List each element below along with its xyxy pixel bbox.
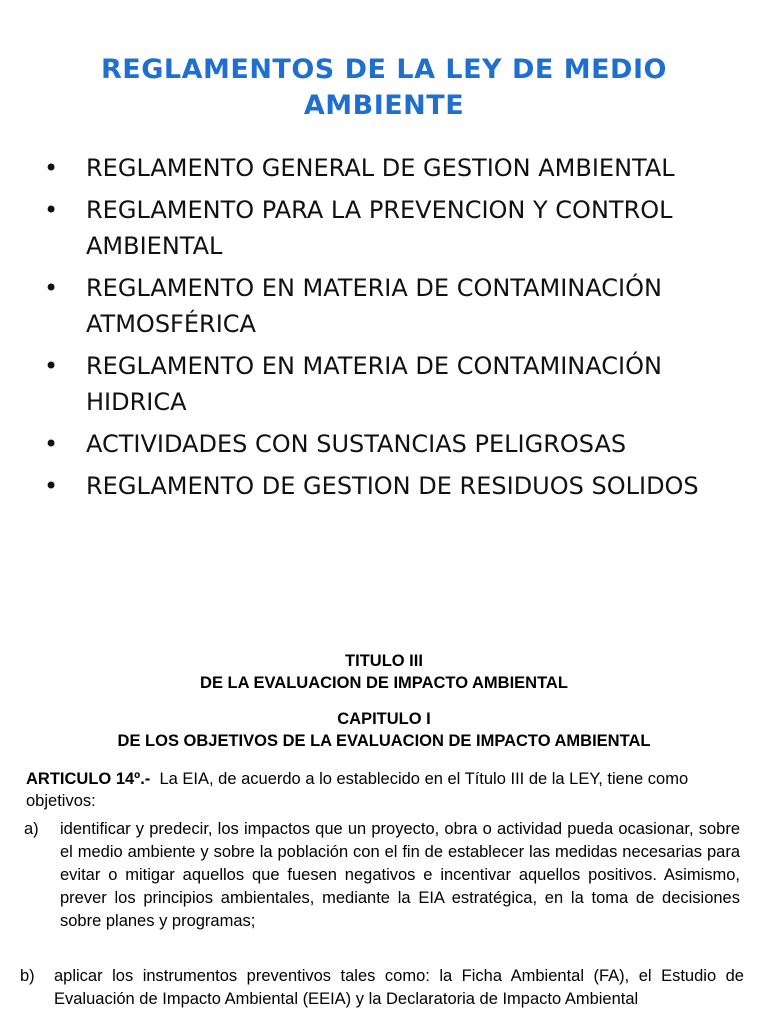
bullet-item (44, 468, 744, 504)
article-label: ARTICULO 14º.- (26, 770, 151, 788)
bullet-dot-icon: • (44, 274, 59, 302)
capitulo-subtitle: DE LOS OBJETIVOS DE LA EVALUACION DE IMPACTO AMBIENTAL (117, 732, 651, 750)
capitulo-heading: CAPITULO I (337, 710, 431, 728)
bullet-text: REGLAMENTO EN MATERIA DE CONTAMINACIÓN HIDRICA (86, 352, 662, 416)
bullet-item (44, 150, 744, 186)
bullet-text: REGLAMENTO EN MATERIA DE CONTAMINACIÓN ATMOSFÉRICA (86, 274, 662, 338)
bullet-text: ACTIVIDADES CON SUSTANCIAS PELIGROSAS (86, 430, 627, 458)
bullet-dot-icon: • (44, 352, 59, 380)
bullet-text: REGLAMENTO GENERAL DE GESTION AMBIENTAL (86, 154, 675, 182)
slide-title: REGLAMENTOS DE LA LEY DE MEDIO AMBIENTE (101, 54, 667, 121)
bullet-item (44, 270, 744, 342)
article-14 (24, 768, 744, 812)
bullet-text: REGLAMENTO PARA LA PREVENCION Y CONTROL AMBIENTAL (86, 196, 673, 260)
bullet-item (44, 348, 744, 420)
item-marker: a) (24, 820, 39, 838)
objective-item-a (24, 818, 744, 933)
item-marker: b) (20, 967, 35, 985)
article-text: La EIA, de acuerdo a lo establecido en el Título III de la LEY, tiene como objetivos: (26, 770, 689, 810)
bullet-dot-icon: • (44, 472, 59, 500)
titulo-subtitle: DE LA EVALUACION DE IMPACTO AMBIENTAL (200, 674, 568, 692)
item-text: identificar y predecir, los impactos que un proyecto, obra o actividad pueda ocasionar, sobre el medio ambiente y sobre la población con el fin de establecer las medidas necesarias para evitar o mitigar aquellos que fuesen negativos e incentivar aquellos positivos. Asimismo, prever los principios ambientales, mediante la EIA estratégica, en la toma de decisiones sobre planes y programas; (60, 820, 740, 930)
bullet-dot-icon: • (44, 430, 59, 458)
regulation-excerpt (20, 650, 744, 1011)
item-text: aplicar los instrumentos preventivos tales como: la Ficha Ambiental (FA), el Estudio de Evaluación de Impacto Ambiental (EEIA) y la Declaratoria de Impacto Ambiental (54, 967, 744, 1008)
regulations-bullet-list (44, 150, 744, 510)
bullet-item (44, 426, 744, 462)
bullet-dot-icon: • (44, 196, 59, 224)
objective-item-b (20, 965, 744, 1011)
bullet-text: REGLAMENTO DE GESTION DE RESIDUOS SOLIDOS (86, 472, 699, 500)
titulo-heading: TITULO III (345, 652, 423, 670)
bullet-item (44, 192, 744, 264)
bullet-dot-icon: • (44, 154, 59, 182)
